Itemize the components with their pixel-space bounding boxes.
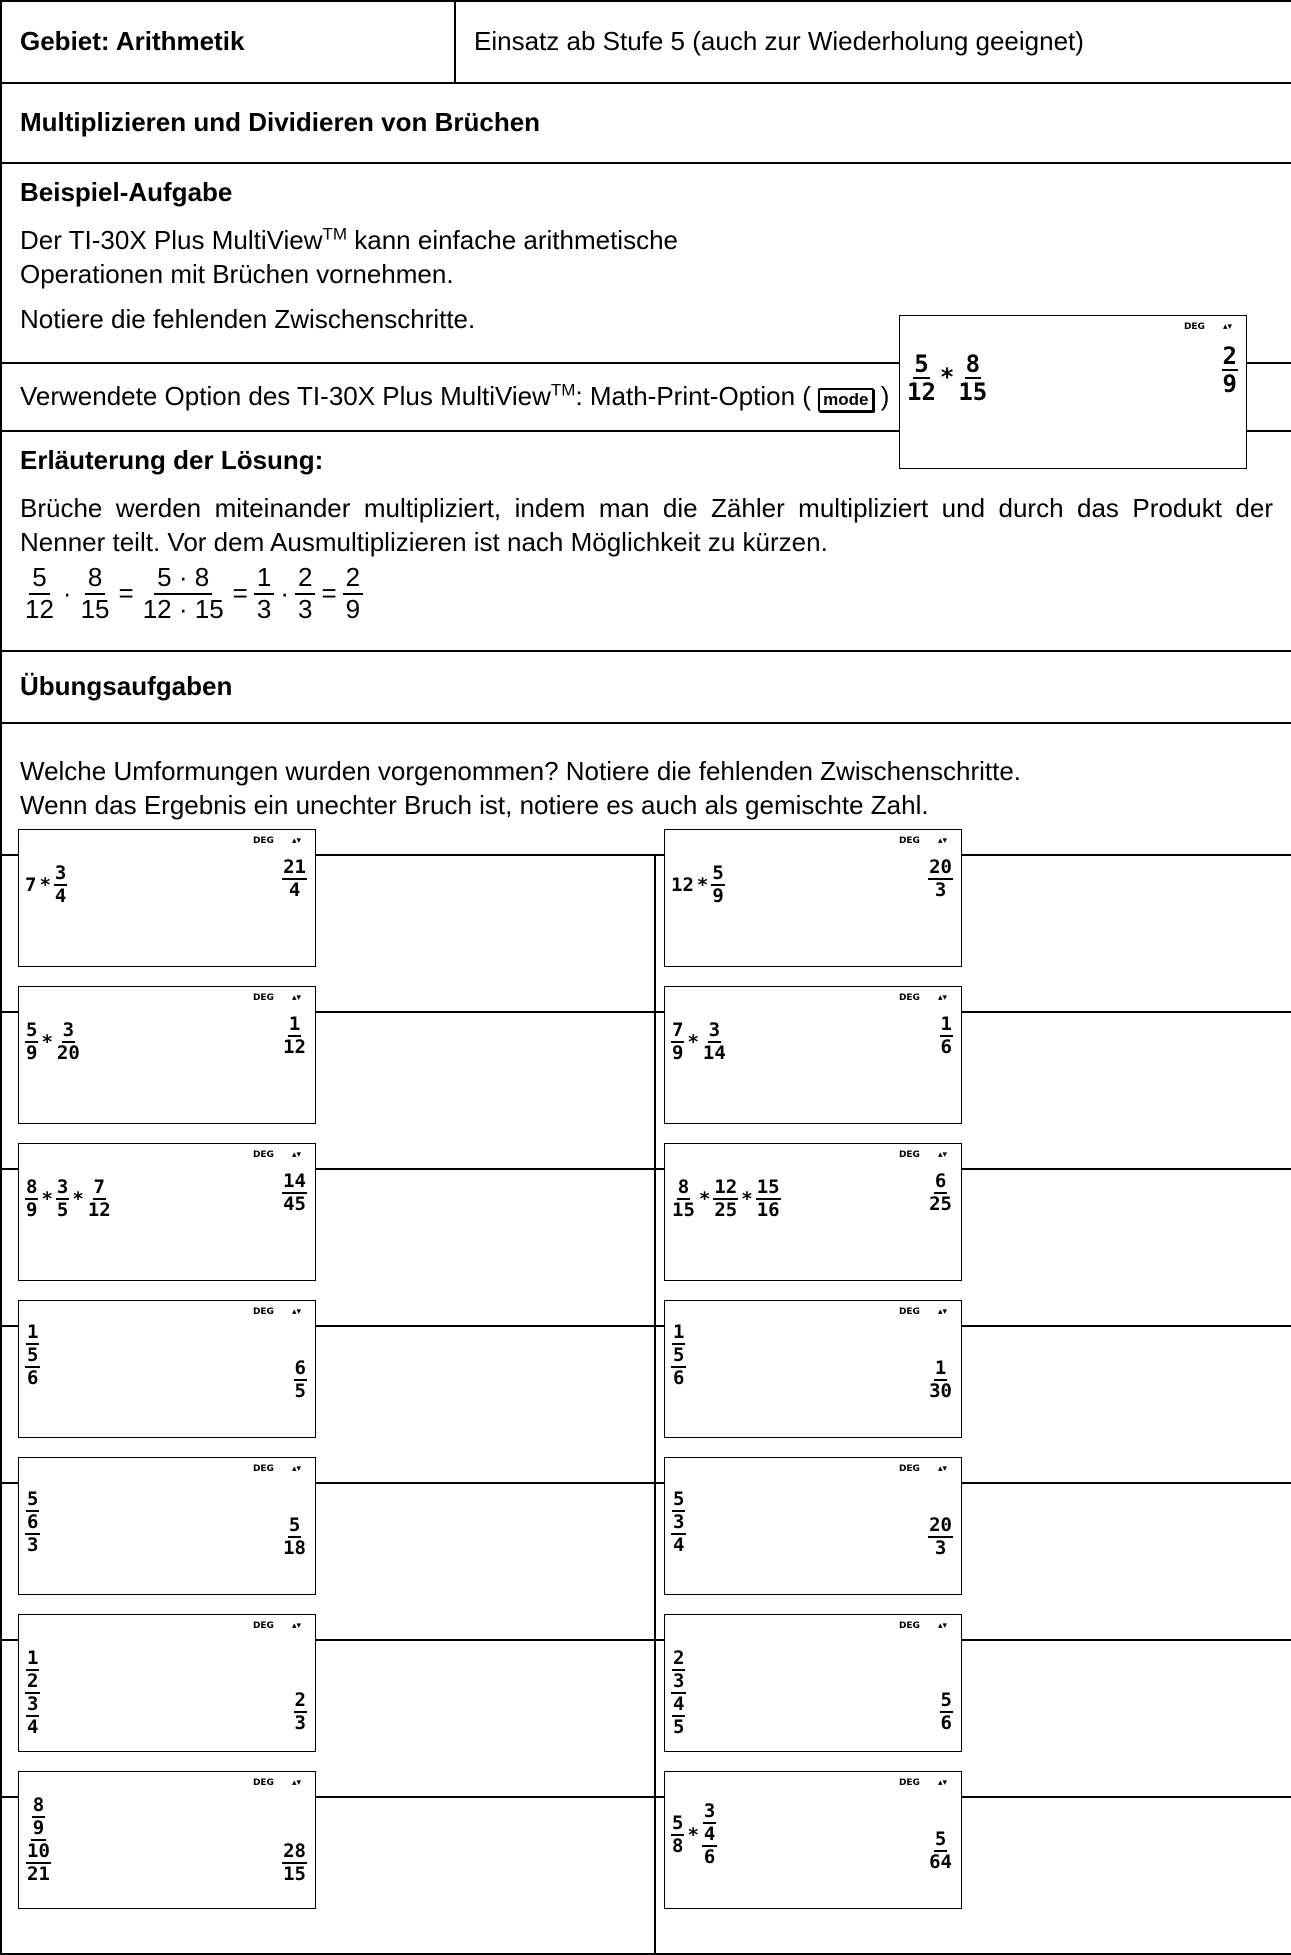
scroll-arrows-icon: ▴▾ <box>937 1150 947 1160</box>
status-bar <box>1184 322 1232 334</box>
instruction-2: Wenn das Ergebnis ein unechter Bruch ist, notiere es auch als gemischte Zahl. <box>20 790 929 820</box>
scroll-arrows-icon: ▴▾ <box>291 1621 301 1631</box>
calculator-screen: DEG ▴▾ 8 9 * 3 5 * 7 12 $\frac{14}{45}$ <box>18 1143 316 1281</box>
trademark: TM <box>322 224 348 244</box>
scroll-arrows-icon: ▴▾ <box>937 993 947 1003</box>
calculator-result: $\frac{14}{45}$ <box>283 1170 306 1215</box>
calculator-screen: DEG ▴▾ $\frac{5}{6}$ 3 $\frac{5}{18}$ <box>18 1457 316 1595</box>
calculator-result: $\frac{20}{3}$ <box>929 856 952 901</box>
example-note: Notiere die fehlenden Zwischenschritte. <box>20 304 476 335</box>
calculator-screen: DEG ▴▾ $\frac{1}{5}$ 6 $\frac{6}{5}$ <box>18 1300 316 1438</box>
instruction-1: Welche Umformungen wurden vorgenommen? Notiere die fehlenden Zwischenschritte. <box>20 756 1022 787</box>
calculator-expression: $\frac{2}{3}$ $\frac{4}{5}$ <box>673 1647 685 1738</box>
calculator-screen: DEG ▴▾ 7 9 * 3 14 $\frac{1}{6}$ <box>664 986 962 1124</box>
calculator-expression: 5 8 * $\frac{3}{4}$ 6 <box>672 1800 716 1868</box>
solution-formula: $\frac{5}{12}$ · $\frac{8}{15}$ = $\frac{5 \cdot 8}{12 \cdot 15}$ = $\frac{1}{3}$ · $\frac{2}{3}$ = $\frac{2}{9}$ <box>20 563 1273 625</box>
option-text: Verwendete Option des TI-30X Plus MultiView <box>20 381 551 412</box>
calculator-screen: DEG ▴▾ 12 * 5 9 $\frac{20}{3}$ <box>664 829 962 967</box>
scroll-arrows-icon: ▴▾ <box>291 1778 301 1788</box>
calculator-expression: $\frac{1}{5}$ 6 <box>27 1321 39 1389</box>
calculator-screen: DEG ▴▾ $\frac{2}{3}$ $\frac{4}{5}$ $\frac{5}{6}$ <box>664 1614 962 1752</box>
exercises-heading-row <box>1 651 1291 723</box>
example-row <box>1 163 1291 363</box>
option-close: ) <box>873 381 890 412</box>
exercises-heading: Übungsaufgaben <box>1 651 1291 723</box>
scroll-arrows-icon: ▴▾ <box>937 836 947 846</box>
calculator-expression: 8 15 * 12 25 * 15 16 <box>672 1176 780 1221</box>
area-label: Gebiet: Arithmetik <box>1 1 455 83</box>
calculator-expression <box>906 352 988 404</box>
scroll-arrows-icon: ▴▾ <box>937 1307 947 1317</box>
example-heading: Beispiel-Aufgabe <box>20 177 233 207</box>
example-text-end: kann einfache arithmetische Operationen mit Brüchen vornehmen. <box>20 224 678 289</box>
calculator-result: $\frac{6}{25}$ <box>929 1170 952 1215</box>
scroll-arrows-icon: ▴▾ <box>937 1778 947 1788</box>
scroll-arrows-icon: ▴▾ <box>291 836 301 846</box>
calculator-screen: DEG ▴▾ $\frac{8}{9}$ $\frac{10}{21}$ $\frac{28}{15}$ <box>18 1771 316 1909</box>
scroll-arrows-icon: ▴▾ <box>291 1150 301 1160</box>
calculator-expression: 5 9 * 3 20 <box>26 1019 80 1064</box>
calculator-result: $\frac{28}{15}$ <box>283 1840 306 1885</box>
calculator-screen: DEG ▴▾ $\frac{5}{3}$ 4 $\frac{20}{3}$ <box>664 1457 962 1595</box>
calculator-result: $\frac{2}{9}$ <box>1222 342 1237 398</box>
calculator-result: $\frac{5}{18}$ <box>283 1514 306 1559</box>
scroll-arrows-icon: ▴▾ <box>291 993 301 1003</box>
example-text-start: Der TI-30X Plus MultiView <box>20 224 323 255</box>
level-label: Einsatz ab Stufe 5 (auch zur Wiederholung geeignet) <box>455 1 1291 83</box>
calculator-screen: DEG ▴▾ $\frac{1}{5}$ 6 $\frac{1}{30}$ <box>664 1300 962 1438</box>
scroll-arrows-icon: ▴▾ <box>291 1307 301 1317</box>
calculator-screen: DEG ▴▾ 8 15 * 12 25 * 15 16 $\frac{6}{25}$ <box>664 1143 962 1281</box>
times-operator: * <box>939 363 955 392</box>
calculator-expression: 12 * 5 9 <box>671 862 724 907</box>
calculator-result: $\frac{20}{3}$ <box>929 1514 952 1559</box>
calculator-screen: DEG ▴▾ 5 8 * $\frac{3}{4}$ 6 $\frac{5}{64}$ <box>664 1771 962 1909</box>
calculator-result: $\frac{5}{6}$ <box>940 1689 952 1734</box>
calculator-result: $\frac{1}{6}$ <box>940 1013 952 1058</box>
calculator-expression: 7 * 3 4 <box>25 862 67 907</box>
calculator-expression: $\frac{8}{9}$ $\frac{10}{21}$ <box>27 1794 50 1885</box>
calculator-screen: DEG ▴▾ 7 * 3 4 $\frac{21}{4}$ <box>18 829 316 967</box>
mode-key-icon: mode <box>818 388 873 412</box>
calculator-result: $\frac{6}{5}$ <box>294 1357 306 1402</box>
fraction: 5 12 <box>907 350 936 406</box>
scroll-arrows-icon: ▴▾ <box>937 1464 947 1474</box>
trademark: TM <box>550 380 576 400</box>
calculator-expression: $\frac{5}{3}$ 4 <box>673 1488 685 1556</box>
header-row <box>1 1 1291 83</box>
calculator-screen: DEG ▴▾ 5 9 * 3 20 $\frac{1}{12}$ <box>18 986 316 1124</box>
scroll-arrows-icon: ▴▾ <box>1222 322 1232 332</box>
scroll-arrows-icon: ▴▾ <box>291 1464 301 1474</box>
page-title: Multiplizieren und Dividieren von Brüchen <box>1 83 1291 163</box>
calculator-expression: $\frac{1}{5}$ 6 <box>673 1321 685 1389</box>
calculator-expression: 8 9 * 3 5 * 7 12 <box>26 1176 111 1221</box>
title-row <box>1 83 1291 163</box>
calculator-result: $\frac{5}{64}$ <box>929 1828 952 1873</box>
calculator-result: $\frac{2}{3}$ <box>294 1689 306 1734</box>
option-text-end: : Math-Print-Option ( <box>575 381 819 412</box>
calculator-expression: $\frac{1}{2}$ $\frac{3}{4}$ <box>27 1647 39 1738</box>
deg-indicator: DEG <box>1183 322 1205 332</box>
fraction: 8 15 <box>958 350 988 406</box>
example-text <box>20 224 820 292</box>
calculator-expression: $\frac{5}{6}$ 3 <box>27 1488 39 1556</box>
scroll-arrows-icon: ▴▾ <box>937 1621 947 1631</box>
explanation-text: Brüche werden miteinander multipliziert, indem man die Zähler multipliziert und durch das Produkt der Nenner teilt. Vor dem Ausmultiplizieren ist nach Möglichkeit zu kürzen. <box>20 492 1274 557</box>
calculator-result: $\frac{1}{12}$ <box>283 1013 306 1058</box>
calculator-screen: DEG ▴▾ $\frac{1}{2}$ $\frac{3}{4}$ $\frac{2}{3}$ <box>18 1614 316 1752</box>
example-calculator-screen <box>899 315 1247 469</box>
calculator-expression: 7 9 * 3 14 <box>672 1019 726 1064</box>
explanation-heading: Erläuterung der Lösung: <box>20 445 324 475</box>
calculator-result: $\frac{1}{30}$ <box>929 1357 952 1402</box>
calculator-result: $\frac{21}{4}$ <box>283 856 306 901</box>
